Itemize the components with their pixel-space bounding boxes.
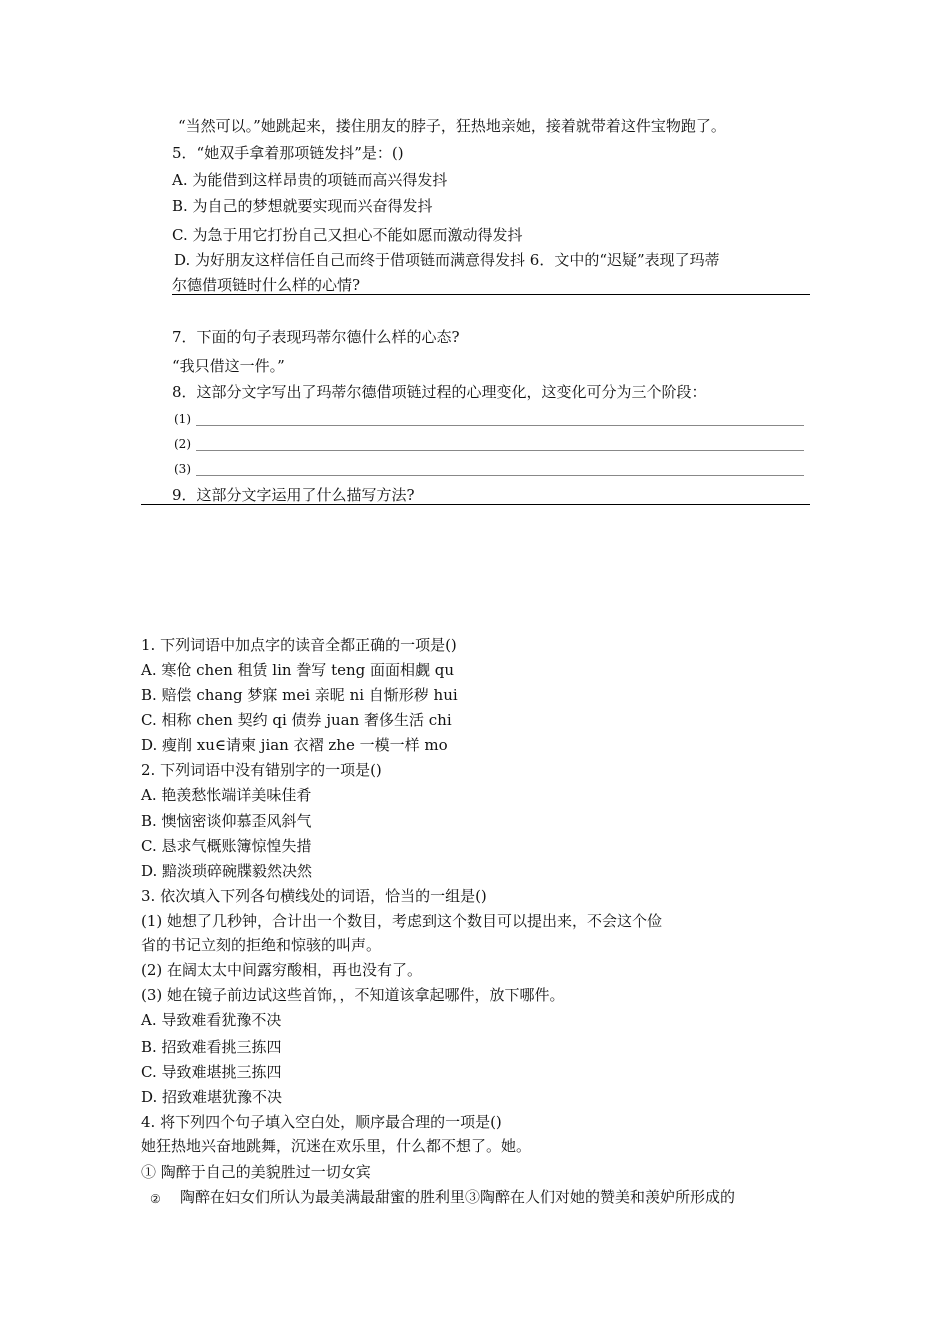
question-1-option-a: A. 寒伧 chen 租赁 lin 誊写 teng 面面相觑 qu	[141, 661, 455, 679]
question-8-item-3: (3)	[174, 462, 191, 476]
question-3-option-b: B. 招致难看挑三拣四	[141, 1038, 282, 1056]
question-3-sentence-2: (2) 在阔太太中间露穷酸相，再也没有了。	[141, 961, 423, 979]
question-2-option-c: C. 恳求气概账簿惊惶失措	[141, 837, 312, 855]
question-2: 2. 下列词语中没有错别字的一项是()	[141, 761, 382, 779]
answer-line	[196, 475, 804, 476]
question-3-option-c: C. 导致难堪挑三拣四	[141, 1063, 282, 1081]
answer-rule	[172, 294, 810, 295]
question-7: 7．下面的句子表现玛蒂尔德什么样的心态?	[172, 328, 460, 346]
question-8-item-2: (2)	[174, 437, 191, 451]
question-5-option-d: D. 为好朋友这样信任自己而终于借项链而满意得发抖 6．文中的“迟疑”表现了玛蒂	[174, 251, 720, 269]
question-9: 9．这部分文字运用了什么描写方法?	[172, 486, 415, 504]
question-3-sentence-1: (1) 她想了几秒钟，合计出一个数目，考虑到这个数目可以提出来，不会这个俭	[141, 912, 663, 930]
question-3-option-a: A. 导致难看犹豫不决	[141, 1011, 282, 1029]
passage-line: “当然可以。”她跳起来，搂住朋友的脖子，狂热地亲她，接着就带着这件宝物跑了。	[178, 117, 726, 135]
question-7-quote: “我只借这一件。”	[172, 357, 285, 375]
question-1: 1. 下列词语中加点字的读音全都正确的一项是()	[141, 636, 457, 654]
question-5-option-b: B. 为自己的梦想就要实现而兴奋得发抖	[172, 197, 433, 215]
question-8: 8．这部分文字写出了玛蒂尔德借项链过程的心理变化，这变化可分为三个阶段：	[172, 383, 707, 401]
question-4-sentence-2: 陶醉在妇女们所认为最美满最甜蜜的胜利里③陶醉在人们对她的赞美和羡妒所形成的	[180, 1188, 736, 1206]
question-3-sentence-3: (3) 她在镜子前边试这些首饰，，不知道该拿起哪件，放下哪件。	[141, 986, 565, 1004]
question-2-option-b: B. 懊恼密谈仰慕歪风斜气	[141, 812, 312, 830]
question-1-option-c: C. 相称 chen 契约 qi 债券 juan 奢侈生活 chi	[141, 711, 452, 729]
question-2-option-d: D. 黯淡琐碎碗牒毅然决然	[141, 862, 313, 880]
answer-line	[196, 450, 804, 451]
question-4: 4. 将下列四个句子填入空白处，顺序最合理的一项是()	[141, 1113, 502, 1131]
question-4-text: 她狂热地兴奋地跳舞，沉迷在欢乐里，什么都不想了。她。	[141, 1137, 532, 1155]
question-1-option-d: D. 瘦削 xu∈请柬 jian 衣褶 zhe 一模一样 mo	[141, 736, 448, 754]
question-5-option-a: A. 为能借到这样昂贵的项链而高兴得发抖	[172, 171, 448, 189]
question-2-option-a: A. 艳羡愁怅端详美味佳肴	[141, 786, 312, 804]
question-5-option-c: C. 为急于用它打扮自己又担心不能如愿而激动得发抖	[172, 226, 523, 244]
question-3: 3. 依次填入下列各句横线处的词语，恰当的一组是()	[141, 887, 487, 905]
answer-rule	[141, 504, 810, 505]
question-4-sentence-1: ① 陶醉于自己的美貌胜过一切女宾	[141, 1163, 371, 1181]
answer-line	[196, 425, 804, 426]
question-3-option-d: D. 招致难堪犹豫不决	[141, 1088, 283, 1106]
question-1-option-b: B. 赔偿 chang 梦寐 mei 亲昵 ni 自惭形秽 hui	[141, 686, 458, 704]
question-3-sentence-1-cont: 省的书记立刻的拒绝和惊骇的叫声。	[141, 936, 382, 954]
question-4-sentence-2-marker: ②	[150, 1192, 161, 1206]
question-8-item-1: (1)	[174, 412, 191, 426]
question-6-continuation: 尔德借项链时什么样的心情?	[172, 276, 361, 294]
question-5: 5．“她双手拿着那项链发抖”是：()	[172, 144, 404, 162]
